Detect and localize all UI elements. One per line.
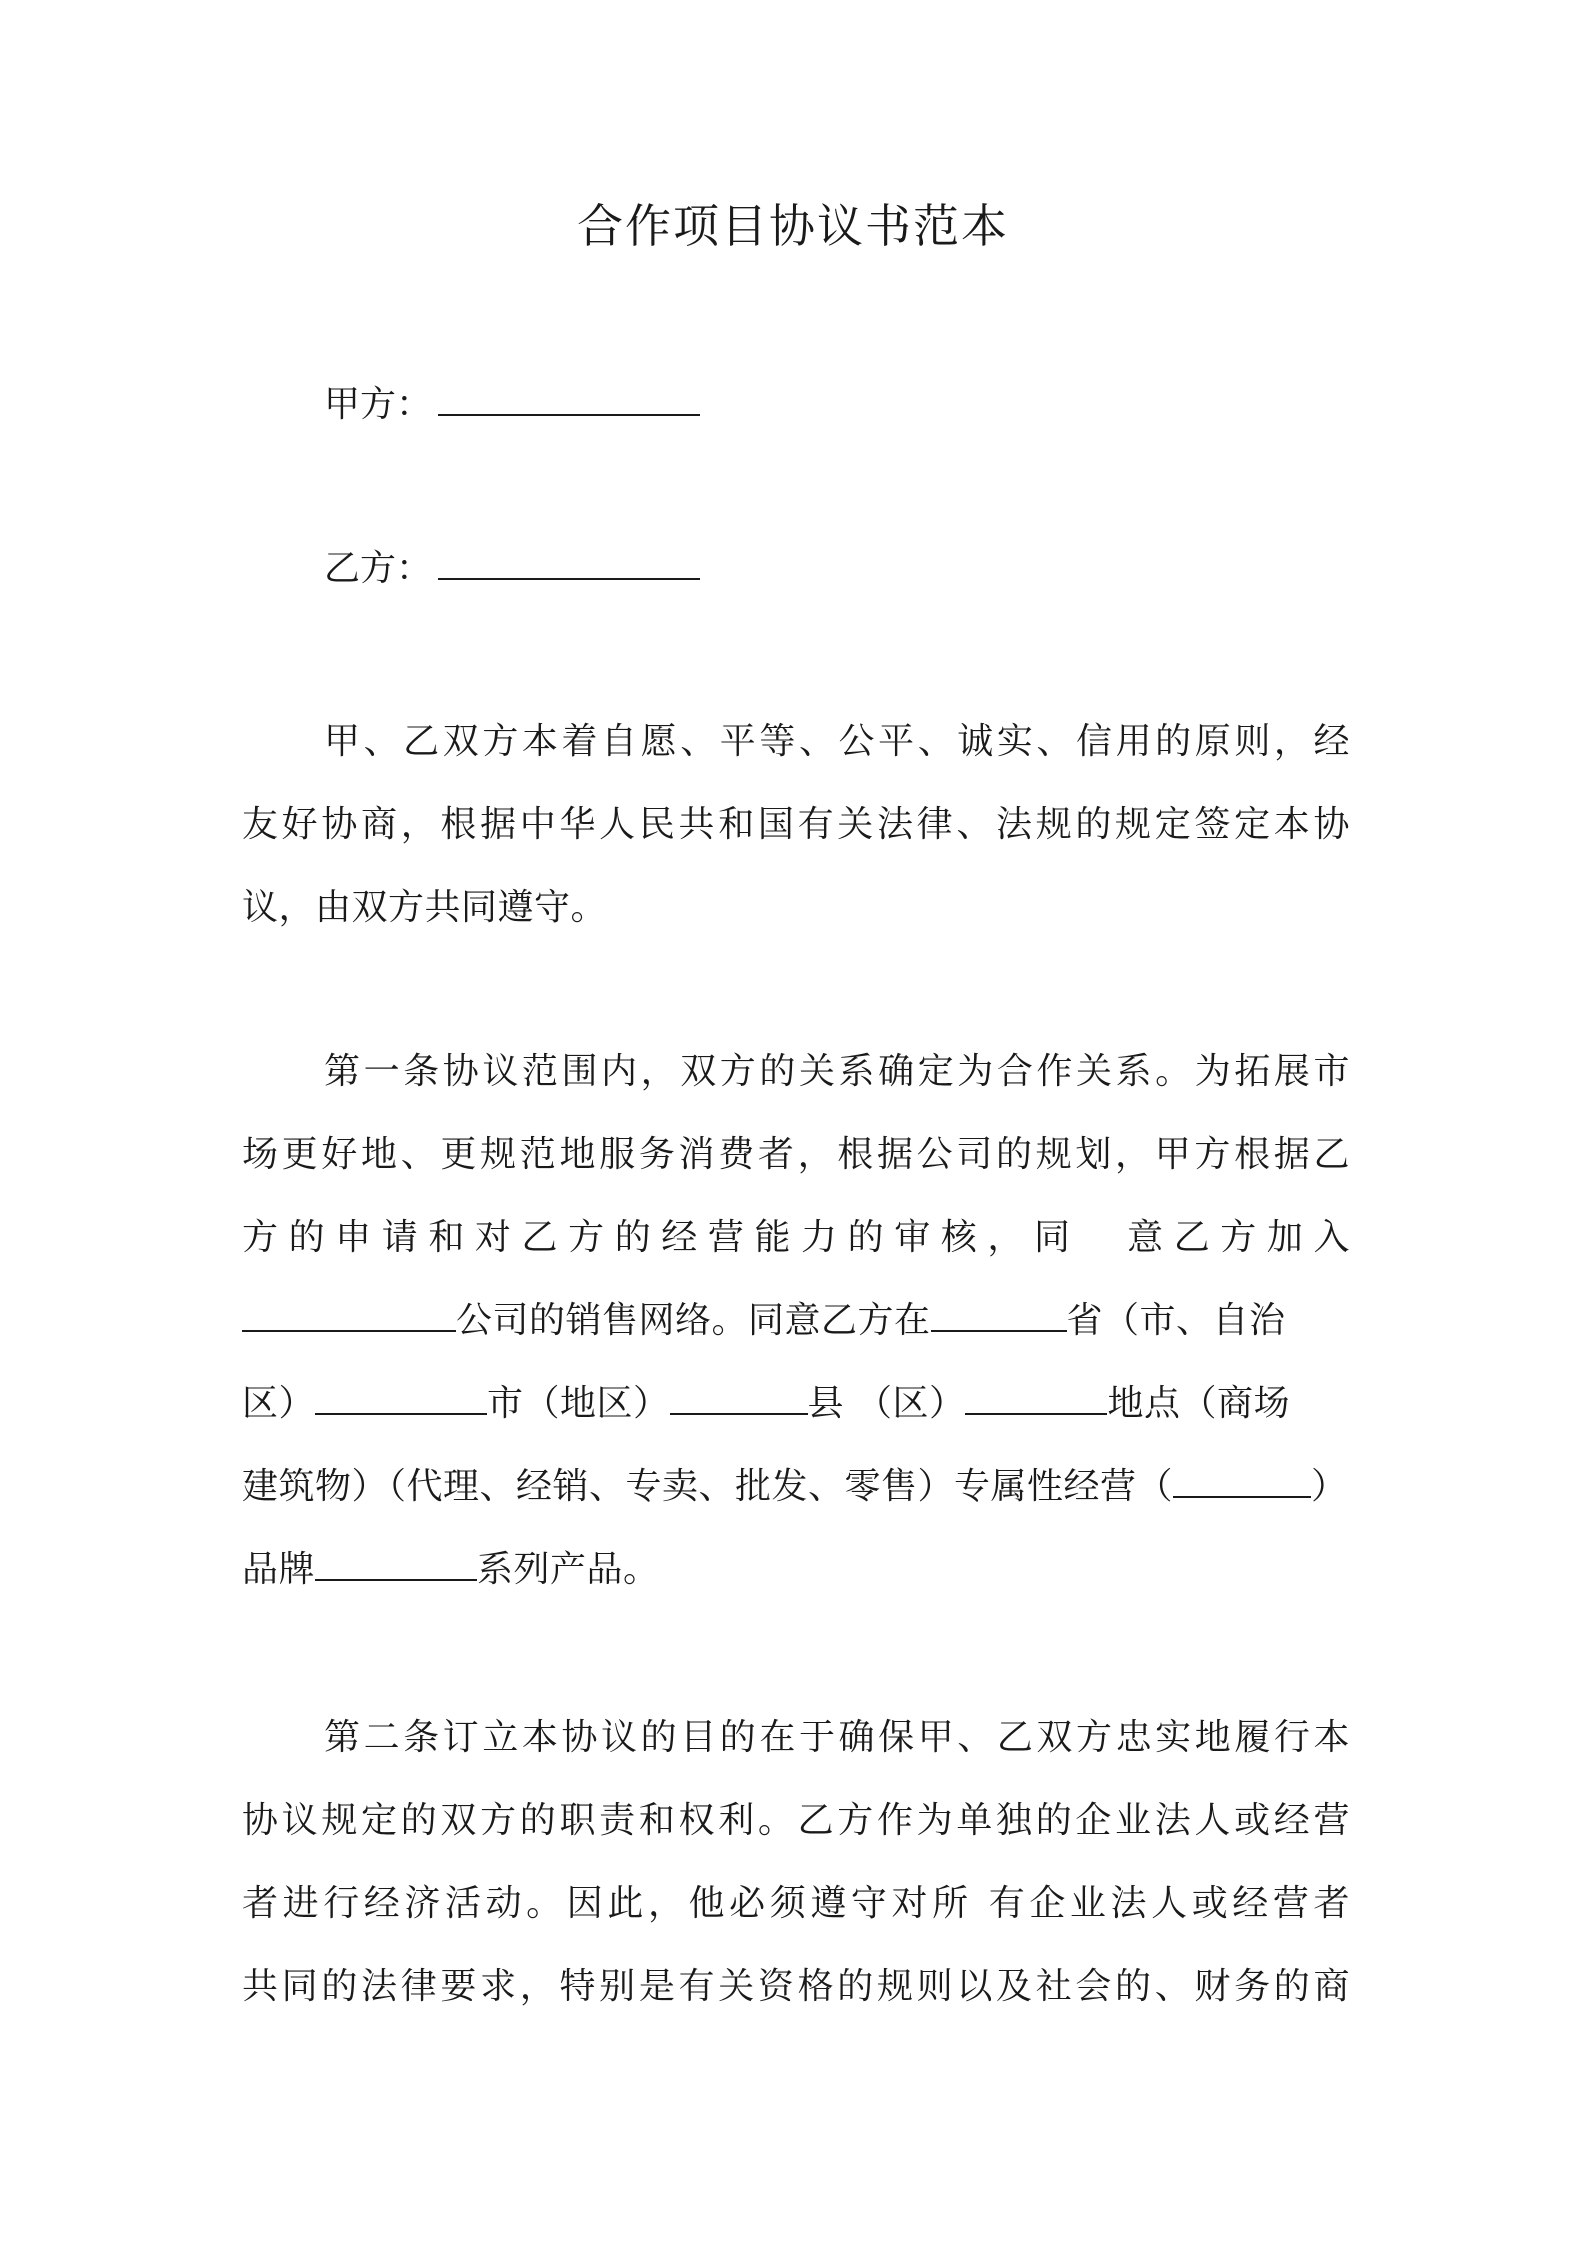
- brand-blank[interactable]: [315, 1547, 477, 1581]
- county-blank[interactable]: [670, 1381, 808, 1415]
- article-1-line-5-text-a: 区）: [242, 1383, 316, 1424]
- document-title: 合作项目协议书范本: [577, 199, 1009, 253]
- article-1-line-7-text-a: 品牌: [242, 1549, 316, 1590]
- brand-scope-blank[interactable]: [1173, 1464, 1311, 1498]
- party-b-blank[interactable]: [438, 548, 700, 580]
- article-2-paragraph: [242, 1696, 1350, 2028]
- city-blank[interactable]: [315, 1381, 487, 1415]
- article-1-paragraph: [242, 1030, 1350, 1611]
- preamble-line-1: 甲、乙双方本着自愿、平等、公平、诚实、信用的原则，经: [324, 721, 1350, 762]
- article-1-line-5-text-c: 县 （区）: [807, 1383, 966, 1424]
- article-1-line-1: 第一条协议范围内，双方的关系确定为合作关系。为拓展市: [324, 1051, 1350, 1092]
- article-1-line-5-text-d: 地点（商场: [1107, 1383, 1290, 1424]
- article-1-line-4: [242, 1279, 1350, 1362]
- preamble-line-3: 议，由双方共同遵守。: [242, 887, 608, 928]
- company-blank[interactable]: [242, 1298, 456, 1332]
- article-1-line-4-text-a: 公司的销售网络。同意乙方在: [456, 1300, 931, 1341]
- preamble-paragraph: [242, 700, 1350, 949]
- article-2-line-4: 共同的法律要求，特别是有关资格的规则以及社会的、财务的商: [242, 1966, 1350, 2007]
- party-b-line: [324, 544, 700, 594]
- location-blank[interactable]: [965, 1381, 1107, 1415]
- article-1-line-4-text-b: 省（市、自治: [1066, 1300, 1286, 1341]
- party-a-label: 甲方：: [324, 384, 433, 425]
- party-a-blank[interactable]: [438, 384, 700, 416]
- article-2-line-2: 协议规定的双方的职责和权利。乙方作为单独的企业法人或经营: [242, 1800, 1350, 1841]
- article-1-line-7-text-b: 系列产品。: [477, 1549, 660, 1590]
- party-b-label: 乙方：: [324, 548, 433, 589]
- article-1-line-6-text-a: 建筑物）（代理、经销、专卖、批发、零售）专属性经营（: [242, 1466, 1174, 1507]
- article-1-line-6: [242, 1445, 1350, 1528]
- article-1-line-5: [242, 1362, 1350, 1445]
- article-1-line-3: 方的申请和对乙方的经营能力的审核，同 意乙方加入: [242, 1217, 1350, 1258]
- article-1-line-7: [242, 1528, 1350, 1611]
- party-a-line: [324, 380, 700, 430]
- preamble-line-2: 友好协商，根据中华人民共和国有关法律、法规的规定签定本协: [242, 804, 1350, 845]
- article-1-line-6-text-b: ）: [1311, 1466, 1348, 1507]
- province-blank[interactable]: [931, 1298, 1067, 1332]
- article-2-line-1: 第二条订立本协议的目的在于确保甲、乙双方忠实地履行本: [324, 1717, 1350, 1758]
- article-1-line-2: 场更好地、更规范地服务消费者，根据公司的规划，甲方根据乙: [242, 1134, 1350, 1175]
- article-1-line-5-text-b: 市（地区）: [487, 1383, 670, 1424]
- article-2-line-3: 者进行经济活动。因此，他必须遵守对所 有企业法人或经营者: [242, 1883, 1350, 1924]
